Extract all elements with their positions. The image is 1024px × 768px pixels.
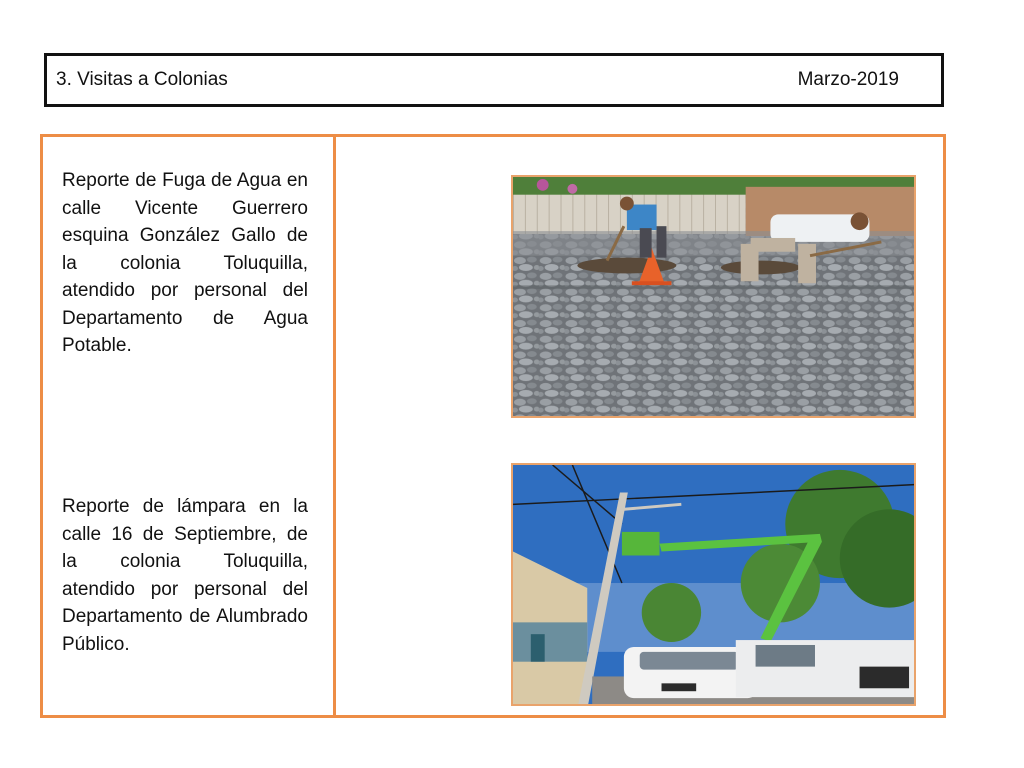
slide-date: Marzo-2019 (797, 69, 899, 90)
water-leak-repair-photo (511, 175, 916, 418)
street-lamp-repair-photo (511, 463, 916, 706)
report-text-water-leak: Reporte de Fuga de Agua en calle Vicente Guerrero esquina González Gallo de la colonia Toluquilla, atendido por personal del Departamento de Agua Potable. (62, 170, 308, 356)
slide-header (44, 53, 944, 107)
slide-title: 3. Visitas a Colonias (56, 69, 228, 90)
report-text-street-lamp: Reporte de lámpara en la calle 16 de Septiembre, de la colonia Toluquilla, atendido por personal del Departamento de Alumbrado Público. (62, 496, 308, 655)
